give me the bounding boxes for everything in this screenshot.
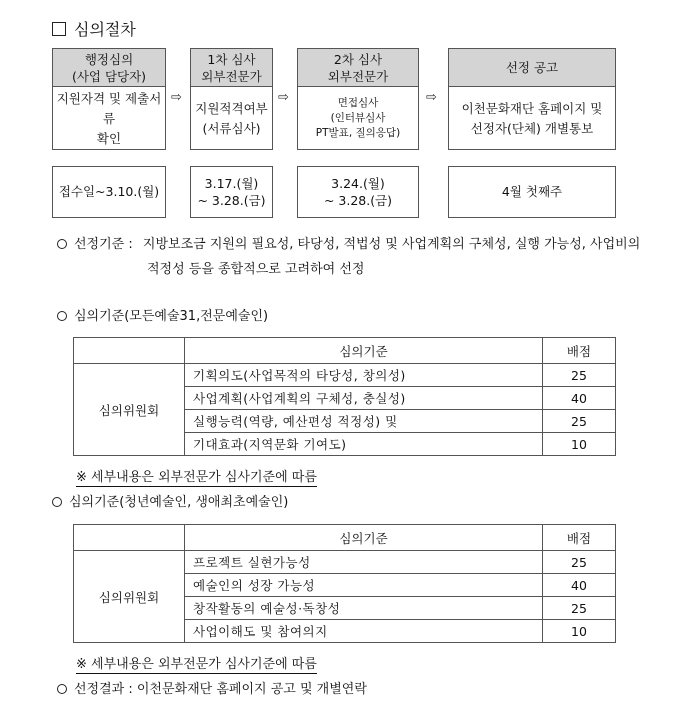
criteria-cell: 사업계획(사업계획의 구체성, 충실성) — [185, 387, 543, 410]
criteria-cell: 실행능력(역량, 예산편성 적정성) 및 — [185, 410, 543, 433]
table1-note: ※ 세부내용은 외부전문가 심사기준에 따름 — [76, 470, 317, 485]
header-criteria: 심의기준 — [185, 338, 543, 364]
criteria-cell: 창작활동의 예술성·독창성 — [185, 597, 543, 620]
date-box: 접수일~3.10.(월) — [52, 166, 166, 218]
step-first-review: 1차 심사 외부전문가 지원적격여부 (서류심사) — [190, 48, 273, 150]
checkbox-icon — [52, 22, 66, 36]
date-box: 3.24.(월) ~ 3.28.(금) — [297, 166, 419, 218]
score-cell: 25 — [543, 551, 616, 574]
criteria-cell: 예술인의 성장 가능성 — [185, 574, 543, 597]
selection-criteria-cont: 적정성 등을 종합적으로 고려하여 선정 — [147, 262, 365, 277]
arrow-icon: ⇨ — [426, 90, 437, 105]
circle-bullet-icon — [57, 239, 67, 249]
criteria-cell: 기획의도(사업목적의 타당성, 창의성) — [185, 364, 543, 387]
circle-bullet-icon — [57, 684, 67, 694]
arrow-icon: ⇨ — [278, 90, 289, 105]
date-box: 3.17.(월) ~ 3.28.(금) — [190, 166, 273, 218]
header-score: 배점 — [543, 525, 616, 551]
score-cell: 25 — [543, 364, 616, 387]
step-second-review: 2차 심사 외부전문가 면접심사 (인터뷰심사 PT발표, 질의응답) — [297, 48, 419, 150]
arrow-icon: ⇨ — [171, 90, 182, 105]
criteria-table-2 — [73, 524, 616, 643]
criteria-cell: 프로젝트 실현가능성 — [185, 551, 543, 574]
selection-criteria: 선정기준 : 지방보조금 지원의 필요성, 타당성, 적법성 및 사업계획의 구체성, 실행 가능성, 사업비의 — [57, 232, 687, 258]
score-cell: 10 — [543, 433, 616, 456]
header-criteria: 심의기준 — [185, 525, 543, 551]
section-title: 심의절차 — [52, 17, 136, 40]
circle-bullet-icon — [57, 311, 67, 321]
criteria-cell: 기대효과(지역문화 기여도) — [185, 433, 543, 456]
group-label: 심의위원회 — [74, 364, 185, 456]
criteria-table-1 — [73, 337, 616, 456]
group-label: 심의위원회 — [74, 551, 185, 643]
table1-title: 심의기준(모든예술31,전문예술인) — [57, 304, 268, 330]
step-admin-review: 행정심의 (사업 담당자) 지원자격 및 제출서류 확인 — [52, 48, 166, 150]
date-box: 4월 첫째주 — [448, 166, 616, 218]
score-cell: 40 — [543, 574, 616, 597]
score-cell: 25 — [543, 410, 616, 433]
score-cell: 25 — [543, 597, 616, 620]
criteria-cell: 사업이해도 및 참여의지 — [185, 620, 543, 643]
header-score: 배점 — [543, 338, 616, 364]
table2-title: 심의기준(청년예술인, 생애최초예술인) — [52, 490, 288, 516]
table2-note: ※ 세부내용은 외부전문가 심사기준에 따름 — [76, 657, 317, 672]
score-cell: 10 — [543, 620, 616, 643]
circle-bullet-icon — [52, 497, 62, 507]
step-announcement: 선정 공고 이천문화재단 홈페이지 및 선정자(단체) 개별통보 — [448, 48, 616, 150]
score-cell: 40 — [543, 387, 616, 410]
selection-result: 선정결과 : 이천문화재단 홈페이지 공고 및 개별연락 — [57, 677, 367, 703]
